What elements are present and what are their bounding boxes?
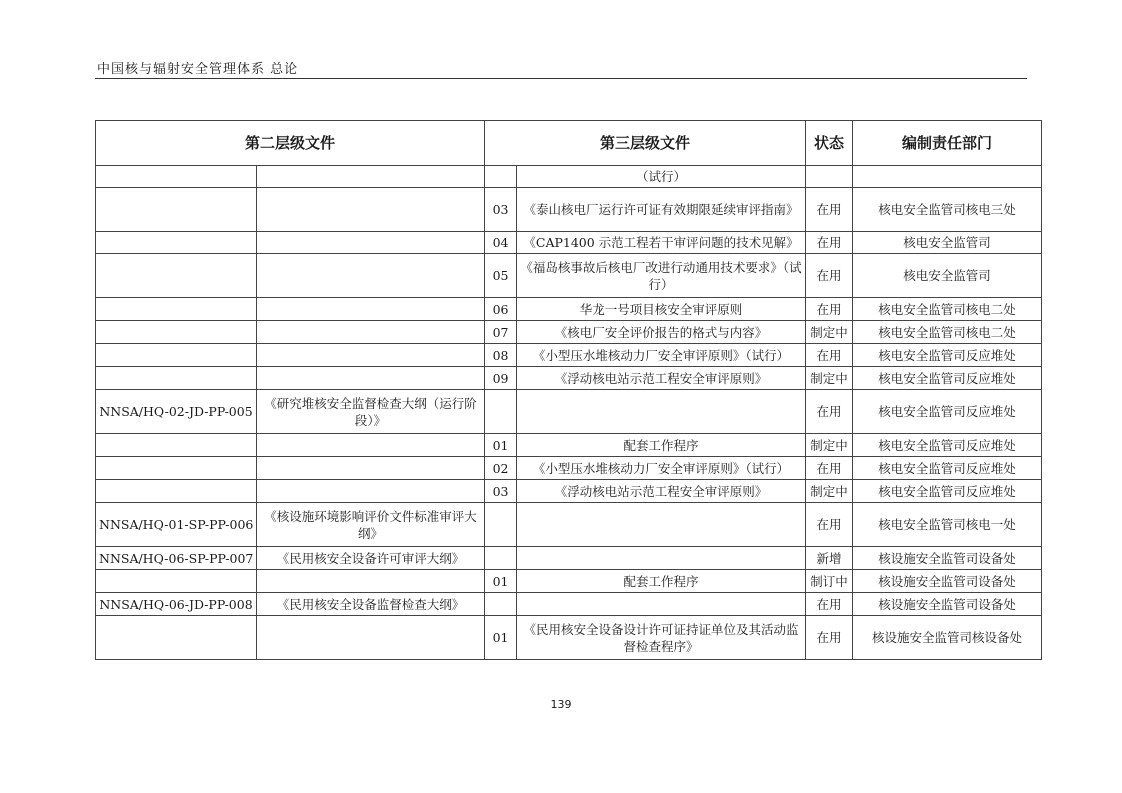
third-level-title-cell: 《CAP1400 示范工程若干审评问题的技术见解》 <box>517 232 806 254</box>
third-level-title-cell: 《小型压水堆核动力厂安全审评原则》（试行） <box>517 457 806 480</box>
second-level-code-cell: NNSA/HQ-06-SP-PP-007 <box>96 547 257 570</box>
running-header-title: 中国核与辐射安全管理体系 总论 <box>97 62 299 77</box>
third-level-number-cell: 04 <box>485 232 517 254</box>
status-cell: 制定中 <box>806 480 853 503</box>
third-level-title-cell: 配套工作程序 <box>517 434 806 457</box>
status-cell: 在用 <box>806 593 853 616</box>
table-row <box>96 480 1042 503</box>
table-row <box>96 457 1042 480</box>
second-level-title-cell <box>257 166 485 188</box>
third-level-number-cell: 03 <box>485 188 517 232</box>
page-number: 139 <box>550 698 572 711</box>
third-level-number-cell: 07 <box>485 321 517 344</box>
second-level-title-cell <box>257 321 485 344</box>
status-cell: 制订中 <box>806 570 853 593</box>
third-level-title-cell: 配套工作程序 <box>517 570 806 593</box>
col-header-status: 状态 <box>806 121 853 166</box>
table-row <box>96 254 1042 298</box>
second-level-code-cell <box>96 457 257 480</box>
col-header-third-level: 第三层级文件 <box>485 121 806 166</box>
third-level-title-cell <box>517 390 806 434</box>
third-level-number-cell: 09 <box>485 367 517 390</box>
department-cell: 核设施安全监管司核设备处 <box>853 616 1042 660</box>
second-level-code-cell <box>96 367 257 390</box>
second-level-code-cell: NNSA/HQ-01-SP-PP-006 <box>96 503 257 547</box>
department-cell: 核电安全监管司反应堆处 <box>853 344 1042 367</box>
table-header-row <box>96 121 1042 166</box>
department-cell: 核电安全监管司反应堆处 <box>853 457 1042 480</box>
table-body <box>96 166 1042 660</box>
second-level-title-cell <box>257 232 485 254</box>
third-level-number-cell: 06 <box>485 298 517 321</box>
department-cell: 核电安全监管司核电二处 <box>853 321 1042 344</box>
second-level-code-cell <box>96 188 257 232</box>
department-cell: 核电安全监管司核电二处 <box>853 298 1042 321</box>
second-level-code-cell <box>96 570 257 593</box>
third-level-title-cell: 华龙一号项目核安全审评原则 <box>517 298 806 321</box>
status-cell: 制定中 <box>806 434 853 457</box>
second-level-code-cell <box>96 321 257 344</box>
second-level-title-cell <box>257 367 485 390</box>
status-cell: 在用 <box>806 457 853 480</box>
table-row <box>96 188 1042 232</box>
third-level-number-cell: 01 <box>485 616 517 660</box>
third-level-title-cell <box>517 593 806 616</box>
department-cell: 核设施安全监管司设备处 <box>853 547 1042 570</box>
table-row <box>96 166 1042 188</box>
second-level-title-cell <box>257 298 485 321</box>
table-row <box>96 232 1042 254</box>
third-level-title-cell: 《浮动核电站示范工程安全审评原则》 <box>517 367 806 390</box>
status-cell: 在用 <box>806 298 853 321</box>
table-row <box>96 321 1042 344</box>
second-level-code-cell <box>96 232 257 254</box>
department-cell: 核电安全监管司反应堆处 <box>853 434 1042 457</box>
table-row <box>96 367 1042 390</box>
col-header-department: 编制责任部门 <box>853 121 1042 166</box>
status-cell: 新增 <box>806 547 853 570</box>
table-row <box>96 616 1042 660</box>
second-level-code-cell <box>96 166 257 188</box>
third-level-number-cell <box>485 166 517 188</box>
second-level-code-cell <box>96 344 257 367</box>
department-cell: 核电安全监管司 <box>853 254 1042 298</box>
third-level-number-cell: 01 <box>485 570 517 593</box>
status-cell: 在用 <box>806 254 853 298</box>
third-level-title-cell <box>517 547 806 570</box>
third-level-title-cell: 《小型压水堆核动力厂安全审评原则》（试行） <box>517 344 806 367</box>
third-level-number-cell <box>485 390 517 434</box>
table-row <box>96 434 1042 457</box>
second-level-title-cell <box>257 344 485 367</box>
second-level-title-cell <box>257 616 485 660</box>
document-table <box>95 120 1042 660</box>
status-cell: 制定中 <box>806 321 853 344</box>
second-level-code-cell: NNSA/HQ-02-JD-PP-005 <box>96 390 257 434</box>
second-level-title-cell <box>257 570 485 593</box>
status-cell: 在用 <box>806 503 853 547</box>
col-header-second-level: 第二层级文件 <box>96 121 485 166</box>
department-cell: 核电安全监管司核电三处 <box>853 188 1042 232</box>
table-row <box>96 298 1042 321</box>
table-row <box>96 547 1042 570</box>
third-level-title-cell: 《浮动核电站示范工程安全审评原则》 <box>517 480 806 503</box>
third-level-title-cell <box>517 503 806 547</box>
second-level-title-cell: 《民用核安全设备监督检查大纲》 <box>257 593 485 616</box>
table-row <box>96 390 1042 434</box>
third-level-title-cell: 《民用核安全设备设计许可证持证单位及其活动监督检查程序》 <box>517 616 806 660</box>
third-level-number-cell: 03 <box>485 480 517 503</box>
second-level-code-cell <box>96 480 257 503</box>
table-row <box>96 344 1042 367</box>
third-level-number-cell: 02 <box>485 457 517 480</box>
second-level-title-cell <box>257 188 485 232</box>
second-level-code-cell: NNSA/HQ-06-JD-PP-008 <box>96 593 257 616</box>
second-level-title-cell: 《民用核安全设备许可审评大纲》 <box>257 547 485 570</box>
department-cell: 核电安全监管司反应堆处 <box>853 367 1042 390</box>
status-cell <box>806 166 853 188</box>
table-row <box>96 593 1042 616</box>
department-cell: 核电安全监管司核电一处 <box>853 503 1042 547</box>
department-cell: 核电安全监管司反应堆处 <box>853 390 1042 434</box>
department-cell: 核电安全监管司反应堆处 <box>853 480 1042 503</box>
status-cell: 在用 <box>806 616 853 660</box>
table-row <box>96 570 1042 593</box>
department-cell: 核设施安全监管司设备处 <box>853 570 1042 593</box>
status-cell: 在用 <box>806 188 853 232</box>
third-level-title-cell: 《泰山核电厂运行许可证有效期限延续审评指南》 <box>517 188 806 232</box>
second-level-title-cell <box>257 254 485 298</box>
status-cell: 制定中 <box>806 367 853 390</box>
second-level-title-cell <box>257 457 485 480</box>
second-level-title-cell <box>257 434 485 457</box>
second-level-title-cell <box>257 480 485 503</box>
department-cell: 核设施安全监管司设备处 <box>853 593 1042 616</box>
third-level-title-cell: （试行） <box>517 166 806 188</box>
department-cell <box>853 166 1042 188</box>
third-level-number-cell: 01 <box>485 434 517 457</box>
status-cell: 在用 <box>806 390 853 434</box>
second-level-code-cell <box>96 254 257 298</box>
second-level-title-cell: 《研究堆核安全监督检查大纲（运行阶段）》 <box>257 390 485 434</box>
third-level-title-cell: 《核电厂安全评价报告的格式与内容》 <box>517 321 806 344</box>
table-row <box>96 503 1042 547</box>
status-cell: 在用 <box>806 344 853 367</box>
third-level-number-cell <box>485 593 517 616</box>
header-rule <box>95 78 1027 79</box>
third-level-number-cell: 05 <box>485 254 517 298</box>
second-level-code-cell <box>96 298 257 321</box>
second-level-code-cell <box>96 434 257 457</box>
third-level-number-cell <box>485 547 517 570</box>
third-level-number-cell: 08 <box>485 344 517 367</box>
second-level-code-cell <box>96 616 257 660</box>
status-cell: 在用 <box>806 232 853 254</box>
department-cell: 核电安全监管司 <box>853 232 1042 254</box>
third-level-number-cell <box>485 503 517 547</box>
third-level-title-cell: 《福岛核事故后核电厂改进行动通用技术要求》（试行） <box>517 254 806 298</box>
second-level-title-cell: 《核设施环境影响评价文件标准审评大纲》 <box>257 503 485 547</box>
